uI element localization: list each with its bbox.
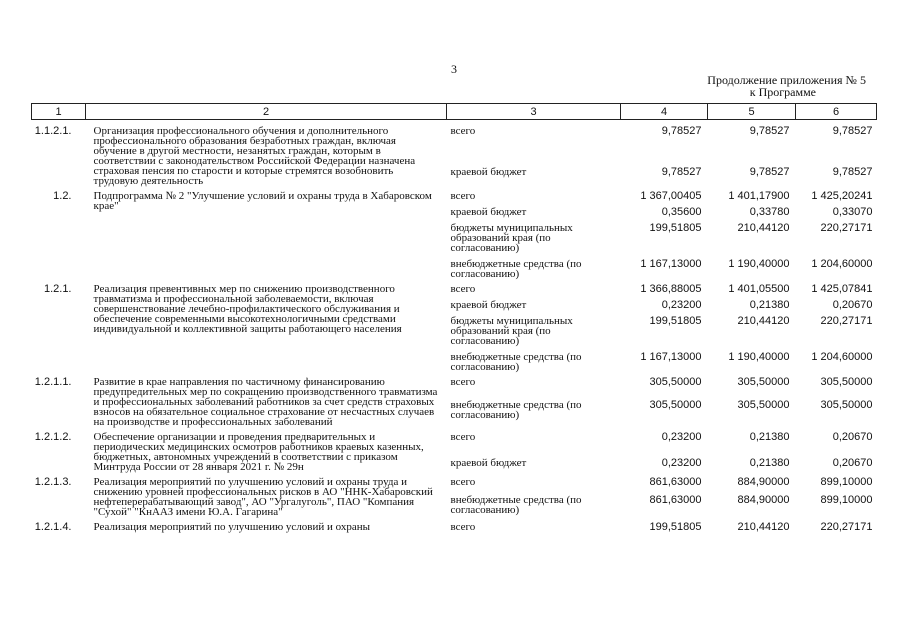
table-row <box>32 120 877 167</box>
header-col-3: 3 <box>447 104 621 120</box>
row-name: Реализация превентивных мер по снижению производственного травматизма и профессиональной заболеваемости, включая совершенствование лечебно-профилактического обслуживания и обеспечение современными высокотехнологичными средствами индивидуальной и коллективной защиты работающего населения <box>93 283 402 335</box>
row-value-col6: 0,33070 <box>832 206 873 218</box>
row-source: внебюджетные средства (по согласованию) <box>450 258 582 280</box>
row-value-col5: 1 190,40000 <box>728 258 790 270</box>
row-value-col4: 1 367,00405 <box>640 190 702 202</box>
row-code: 1.2.1. <box>43 283 72 295</box>
row-value-col5: 9,78527 <box>749 165 790 178</box>
row-value-col4: 199,51805 <box>649 222 702 234</box>
appendix-subtitle: к Программе <box>749 85 816 99</box>
row-value-col4: 9,78527 <box>661 125 702 137</box>
row-name: Реализация мероприятий по улучшению условий и охраны труда и снижению уровней профессиональных рисков в АО "ННК-Хабаровский нефтеперерабатывающий завод", АО "Ургалуголь", ПАО "Компания "Сухой" "КнААЗ имени Ю.А. Гагарина" <box>93 476 433 518</box>
row-source: всего <box>450 190 476 202</box>
table-row <box>32 186 877 207</box>
row-value-col4: 1 167,13000 <box>640 258 702 270</box>
row-value-col4: 0,23200 <box>661 457 702 470</box>
table-row <box>32 427 877 458</box>
row-source: краевой бюджет <box>450 457 527 470</box>
row-source: всего <box>450 521 476 533</box>
row-source: бюджеты муниципальных образований края (по согласованию) <box>450 222 573 254</box>
row-source: всего <box>450 125 476 137</box>
row-value-col6: 1 204,60000 <box>811 258 873 270</box>
row-name: Развитие в крае направления по частичному финансированию предупредительных мер по сокращению производственного травматизма и профессиональных заболеваний работников за счет средств страховых взносов на обязательное социальное страхование от несчастных случаев на производстве и профессиональных заболеваний <box>93 376 438 428</box>
row-value-col5: 210,44120 <box>737 315 790 327</box>
row-name: Обеспечение организации и проведения предварительных и периодических медицинских осмотров работников краевых казенных, бюджетных, автономных учреждений в соответствии с приказом Минтруда России от 28 января 2021 г. № 29н <box>93 431 424 473</box>
row-value-col6: 0,20670 <box>832 299 873 311</box>
row-source: внебюджетные средства (по согласованию) <box>450 493 582 516</box>
row-source: краевой бюджет <box>450 299 527 311</box>
row-name: Реализация мероприятий по улучшению условий и охраны <box>93 521 371 533</box>
row-value-col4: 861,63000 <box>649 476 702 488</box>
row-code: 1.2. <box>53 190 72 202</box>
row-value-col5: 0,21380 <box>749 299 790 311</box>
header-col-4: 4 <box>621 104 708 120</box>
row-value-col6: 0,20670 <box>832 431 873 443</box>
row-value-col5: 1 190,40000 <box>728 351 790 363</box>
row-value-col5: 305,50000 <box>737 398 790 411</box>
row-value-col5: 0,33780 <box>749 206 790 218</box>
row-value-col6: 1 204,60000 <box>811 351 873 363</box>
row-value-col6: 899,10000 <box>820 476 873 488</box>
row-name: Организация профессионального обучения и дополнительного профессионального образования безработных граждан, включая обучение в другой местности, незанятых граждан, которым в соответствии с законодательством Российской Федерации назначена страховая пенсия по старости и которые стремятся возобновить трудовую деятельность <box>93 125 416 187</box>
page-number: 3 <box>451 62 457 76</box>
row-value-col6: 1 425,07841 <box>811 283 873 295</box>
row-code: 1.2.1.4. <box>34 521 72 533</box>
row-value-col4: 861,63000 <box>649 493 702 506</box>
row-value-col6: 305,50000 <box>820 376 873 388</box>
row-value-col4: 0,23200 <box>661 299 702 311</box>
row-value-col6: 220,27171 <box>820 315 873 327</box>
row-value-col5: 0,21380 <box>749 457 790 470</box>
row-value-col6: 220,27171 <box>820 222 873 234</box>
row-source: краевой бюджет <box>450 206 527 218</box>
row-source: всего <box>450 431 476 443</box>
row-value-col4: 1 366,88005 <box>640 283 702 295</box>
row-value-col5: 9,78527 <box>749 125 790 137</box>
row-value-col5: 1 401,05500 <box>728 283 790 295</box>
header-col-2: 2 <box>86 104 447 120</box>
row-value-col4: 1 167,13000 <box>640 351 702 363</box>
program-table <box>31 103 877 532</box>
table-row <box>32 279 877 300</box>
row-value-col5: 210,44120 <box>737 521 790 533</box>
table-row <box>32 517 877 532</box>
row-source: внебюджетные средства (по согласованию) <box>450 398 582 421</box>
row-code: 1.2.1.1. <box>34 376 72 388</box>
row-value-col6: 220,27171 <box>820 521 873 533</box>
table-row <box>32 472 877 495</box>
row-value-col4: 0,35600 <box>661 206 702 218</box>
header-row <box>32 104 877 120</box>
row-value-col6: 1 425,20241 <box>811 190 873 202</box>
row-code: 1.2.1.3. <box>34 476 72 488</box>
row-source: внебюджетные средства (по согласованию) <box>450 351 582 373</box>
row-source: краевой бюджет <box>450 165 527 178</box>
row-value-col6: 0,20670 <box>832 457 873 470</box>
row-value-col4: 305,50000 <box>649 376 702 388</box>
row-value-col5: 0,21380 <box>749 431 790 443</box>
row-value-col4: 199,51805 <box>649 315 702 327</box>
row-value-col5: 305,50000 <box>737 376 790 388</box>
row-value-col4: 9,78527 <box>661 165 702 178</box>
row-value-col4: 0,23200 <box>661 431 702 443</box>
header-col-5: 5 <box>708 104 796 120</box>
row-value-col5: 210,44120 <box>737 222 790 234</box>
header-col-1: 1 <box>32 104 86 120</box>
row-value-col5: 1 401,17900 <box>728 190 790 202</box>
row-value-col4: 305,50000 <box>649 398 702 411</box>
row-value-col4: 199,51805 <box>649 521 702 533</box>
row-source: бюджеты муниципальных образований края (по согласованию) <box>450 315 573 347</box>
row-code: 1.1.2.1. <box>34 125 72 137</box>
row-source: всего <box>450 376 476 388</box>
appendix-title: Продолжение приложения № 5 <box>707 73 866 87</box>
row-source: всего <box>450 283 476 295</box>
table-row <box>32 372 877 400</box>
row-source: всего <box>450 476 476 488</box>
row-value-col6: 899,10000 <box>820 493 873 506</box>
row-value-col5: 884,90000 <box>737 493 790 506</box>
row-value-col6: 305,50000 <box>820 398 873 411</box>
header-col-6: 6 <box>796 104 877 120</box>
row-value-col6: 9,78527 <box>832 125 873 137</box>
row-name: Подпрограмма № 2 "Улучшение условий и охраны труда в Хабаровском крае" <box>93 190 432 212</box>
row-code: 1.2.1.2. <box>34 431 72 443</box>
row-value-col5: 884,90000 <box>737 476 790 488</box>
row-value-col6: 9,78527 <box>832 165 873 178</box>
